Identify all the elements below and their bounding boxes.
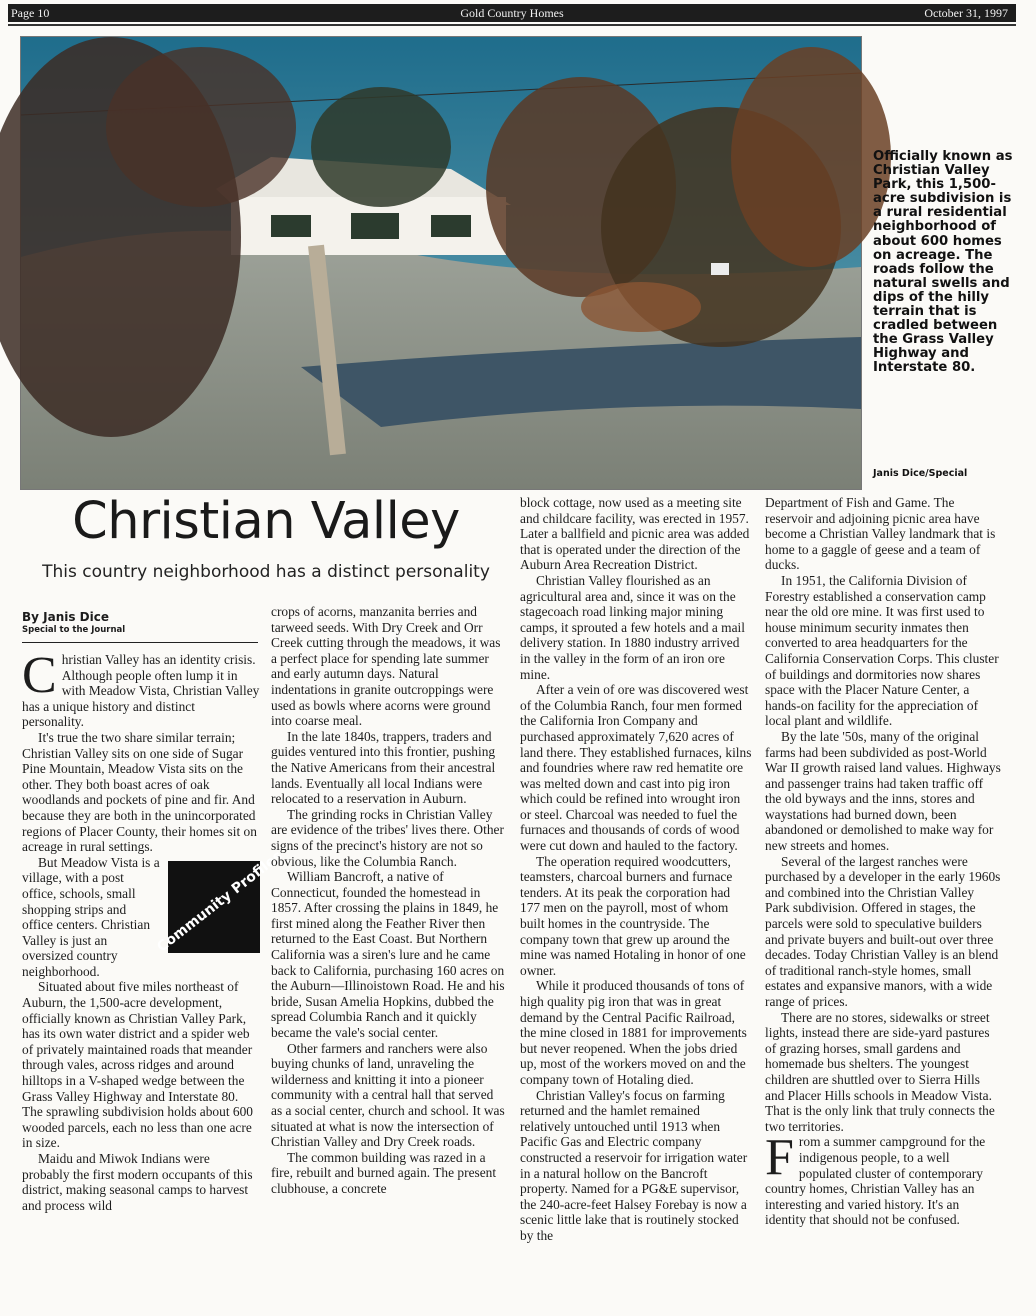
photo-credit: Janis Dice/Special <box>873 468 968 479</box>
paragraph: Department of Fish and Game. The reservoir and adjoining picnic area have become a Christian Valley landmark that is home to a gaggle of geese and a team of ducks. <box>765 495 996 573</box>
paragraph <box>765 1129 1001 1228</box>
paragraph: In the late 1840s, trappers, traders and guides ventured into this frontier, pushing the Native Americans from their ancestral lands. Eventually all local Indians were relocated to a reservation in Auburn. <box>271 728 496 807</box>
paragraph: crops of acorns, manzanita berries and tarweed seeds. With Dry Creek and Orr Creek cutting through the meadows, it was a perfect place for spending late summer and early autumn days. Natural indentations in granite outcroppings were used as bowls where acorns were ground into coarse meal. <box>271 604 501 729</box>
paragraph: The common building was razed in a fire, rebuilt and burned again. The present clubhouse, a concrete <box>271 1149 497 1196</box>
article-column-4 <box>765 495 1001 1228</box>
article-headline: Christian Valley <box>72 492 460 551</box>
paragraph: Situated about five miles northeast of Auburn, the 1,500-acre development, officially known as Christian Valley Park, has its own water district and a spider web of privately maintained roads that meander through vales, across ridges and around hilltops in a V-shaped wedge between the Grass Valley Highway and Interstate 80. The sprawling subdivision holds about 600 wooded parcels, each no less than one acre in size. <box>22 979 253 1151</box>
paragraph-text: But Meadow Vista is a village, with a post office, schools, small shopping strips and office centers. Christian Valley is just an oversized country neighborhood. <box>22 854 160 979</box>
community-profiles-badge <box>154 847 286 956</box>
paragraph: Maidu and Miwok Indians were probably the first modern occupants of this district, making seasonal camps to harvest and process wild <box>22 1151 253 1213</box>
paragraph: Christian Valley flourished as an agricultural area and, since it was on the stagecoach road linking major mining camps, it sprouted a few hotels and a mail delivery station. In 1880 industry arrived in the valley in the form of an iron ore mine. <box>520 572 745 682</box>
drop-cap: C <box>22 647 57 704</box>
article-column-1 <box>22 647 286 1213</box>
article-column-2 <box>271 604 506 1197</box>
paragraph: Several of the largest ranches were purchased by a developer in the early 1960s and combined into the Christian Valley Park subdivision. Offered in stages, the parcels were sold to speculative builders and private buyers and built-out over three decades. Today Christian Valley is an blend of traditional ranch-style homes, small estates and expansive manors, with a wide range of prices. <box>765 853 1001 1009</box>
drop-cap: F <box>765 1129 794 1187</box>
mailbox <box>711 263 729 275</box>
paragraph: The operation required woodcutters, teamsters, charcoal burners and furnace tenders. At its peak the corporation had 177 men on the payroll, most of whom built homes in the countryside. The company town that grew up around the mine was named Hotaling in honor of one owner. <box>520 853 746 978</box>
paragraph: While it produced thousands of tons of high quality pig iron that was in great demand by the Central Pacific Railroad, the mine closed in 1881 for improvements but never reopened. When the jobs dried up, most of the workers moved on and the company town of Hotaling died. <box>520 978 747 1087</box>
paragraph: In 1951, the California Division of Forestry established a conservation camp near the old ore mine. It was first used to house minimum security inmates then converted to area headquarters for the California Conservation Corps. This cluster of buildings and dormitories now shares space with the Placer Nature Center, a hands-on facility for the appreciation of local plant and wildlife. <box>765 572 999 729</box>
byline-rule <box>22 642 258 643</box>
paragraph: After a vein of ore was discovered west of the Columbia Ranch, four men formed the California Iron Company and purchased approximately 7,620 acres of land there. They established furnaces, kilns and foundries where raw red hematite ore was melted down and cast into pig iron which could be refined into wrought iron or steel. Charcoal was needed to fuel the furnaces and thousands of cords of wood were cut down and hauled to the factory. <box>520 682 752 854</box>
issue-date: October 31, 1997 <box>924 6 1008 20</box>
paragraph: block cottage, now used as a meeting site and childcare facility, was erected in 1957. Later a ballfield and picnic area was added that is operated under the direction of the Auburn Area Recreation District. <box>520 495 750 573</box>
paragraph: There are no stores, sidewalks or street lights, instead there are side-yard pastures of grazing horses, small gardens and homemade bus shelters. The youngest children are shuttled over to Sierra Hills and Placer Hills schools in Meadow Vista. That is the only link that truly connects the two territories. <box>765 1009 995 1134</box>
paragraph-text: hristian Valley has an identity crisis. Although people often lump it in with Meadow Vista, Christian Valley has a unique history and distinct personality. <box>22 652 260 730</box>
byline-affiliation: Special to the Journal <box>22 625 126 635</box>
badge-label: Community Profiles <box>154 847 286 956</box>
publication-name: Gold Country Homes <box>460 6 564 20</box>
page-number: Page 10 <box>11 6 50 20</box>
paragraph-text: rom a summer campground for the indigenous people, to a well populated cluster of contemporary country homes, Christian Valley has an interesting and varied history. It's an identity that should not be confused. <box>765 1134 986 1228</box>
article-column-3 <box>520 495 752 1244</box>
paragraph: Other farmers and ranchers were also buying chunks of land, unraveling the wilderness and knitting it into a pioneer community with a central hall that served as a social center, church and school. It was situated at what is now the intersection of Christian Valley and Dry Creek roads. <box>271 1040 505 1150</box>
paragraph: It's true the two share similar terrain; Christian Valley sits on one side of Sugar Pine Mountain, Meadow Vista sits on the other. They both boast acres of oak woodlands and pockets of pine and fir. And because they are both in the unincorporated regions of Placer County, their homes sit on acreage in rural settings. <box>22 729 257 855</box>
paragraph: Christian Valley's focus on farming returned and the hamlet remained relatively untouched until 1913 when Pacific Gas and Electric company constructed a reservoir for irrigation water in a natural hollow on the Bancroft property. Named for a PG&E supervisor, the 240-acre-feet Halsey Forebay is now a scenic little lake that is routinely stocked by the <box>520 1087 748 1243</box>
byline <box>22 610 262 635</box>
paragraph: William Bancroft, a native of Connecticut, founded the homestead in 1857. After crossing the plains in 1849, he first mined along the Feather River then returned to the East Coast. But Northern California was a siren's lure and he came back to California, purchasing 160 acres on the Auburn—Illinoistown Road. He and his bride, Susan Amelia Hopkins, dubbed the spread Columbia Ranch and it quickly became the vale's social center. <box>271 869 505 1041</box>
page-header <box>8 4 1016 22</box>
paragraph: The grinding rocks in Christian Valley are evidence of the tribes' lives there. Other signs of the precinct's history are not so obvious, like the Columbia Ranch. <box>271 806 504 869</box>
photo-illustration <box>21 37 861 489</box>
paragraph <box>22 847 286 980</box>
paragraph: By the late '50s, many of the original farms had been subdivided as post-World War II growth raised land values. Highways and passenger trains had taken traffic off the old byways and the inns, stores and waystations had burned down, been abandoned or demolished to make way for new streets and homes. <box>765 728 1001 854</box>
photo-caption: Officially known as Christian Valley Park, this 1,500-acre subdivision is a rural residential neighborhood of about 600 homes on acreage. The roads follow the natural swells and dips of the hilly terrain that is cradled between the Grass Valley Highway and Interstate 80. <box>873 149 1013 376</box>
feature-photo <box>20 36 862 490</box>
header-rule <box>8 24 1016 26</box>
paragraph <box>22 647 260 730</box>
byline-name: By Janis Dice <box>22 610 110 624</box>
article-subhead: This country neighborhood has a distinct personality <box>42 562 490 582</box>
